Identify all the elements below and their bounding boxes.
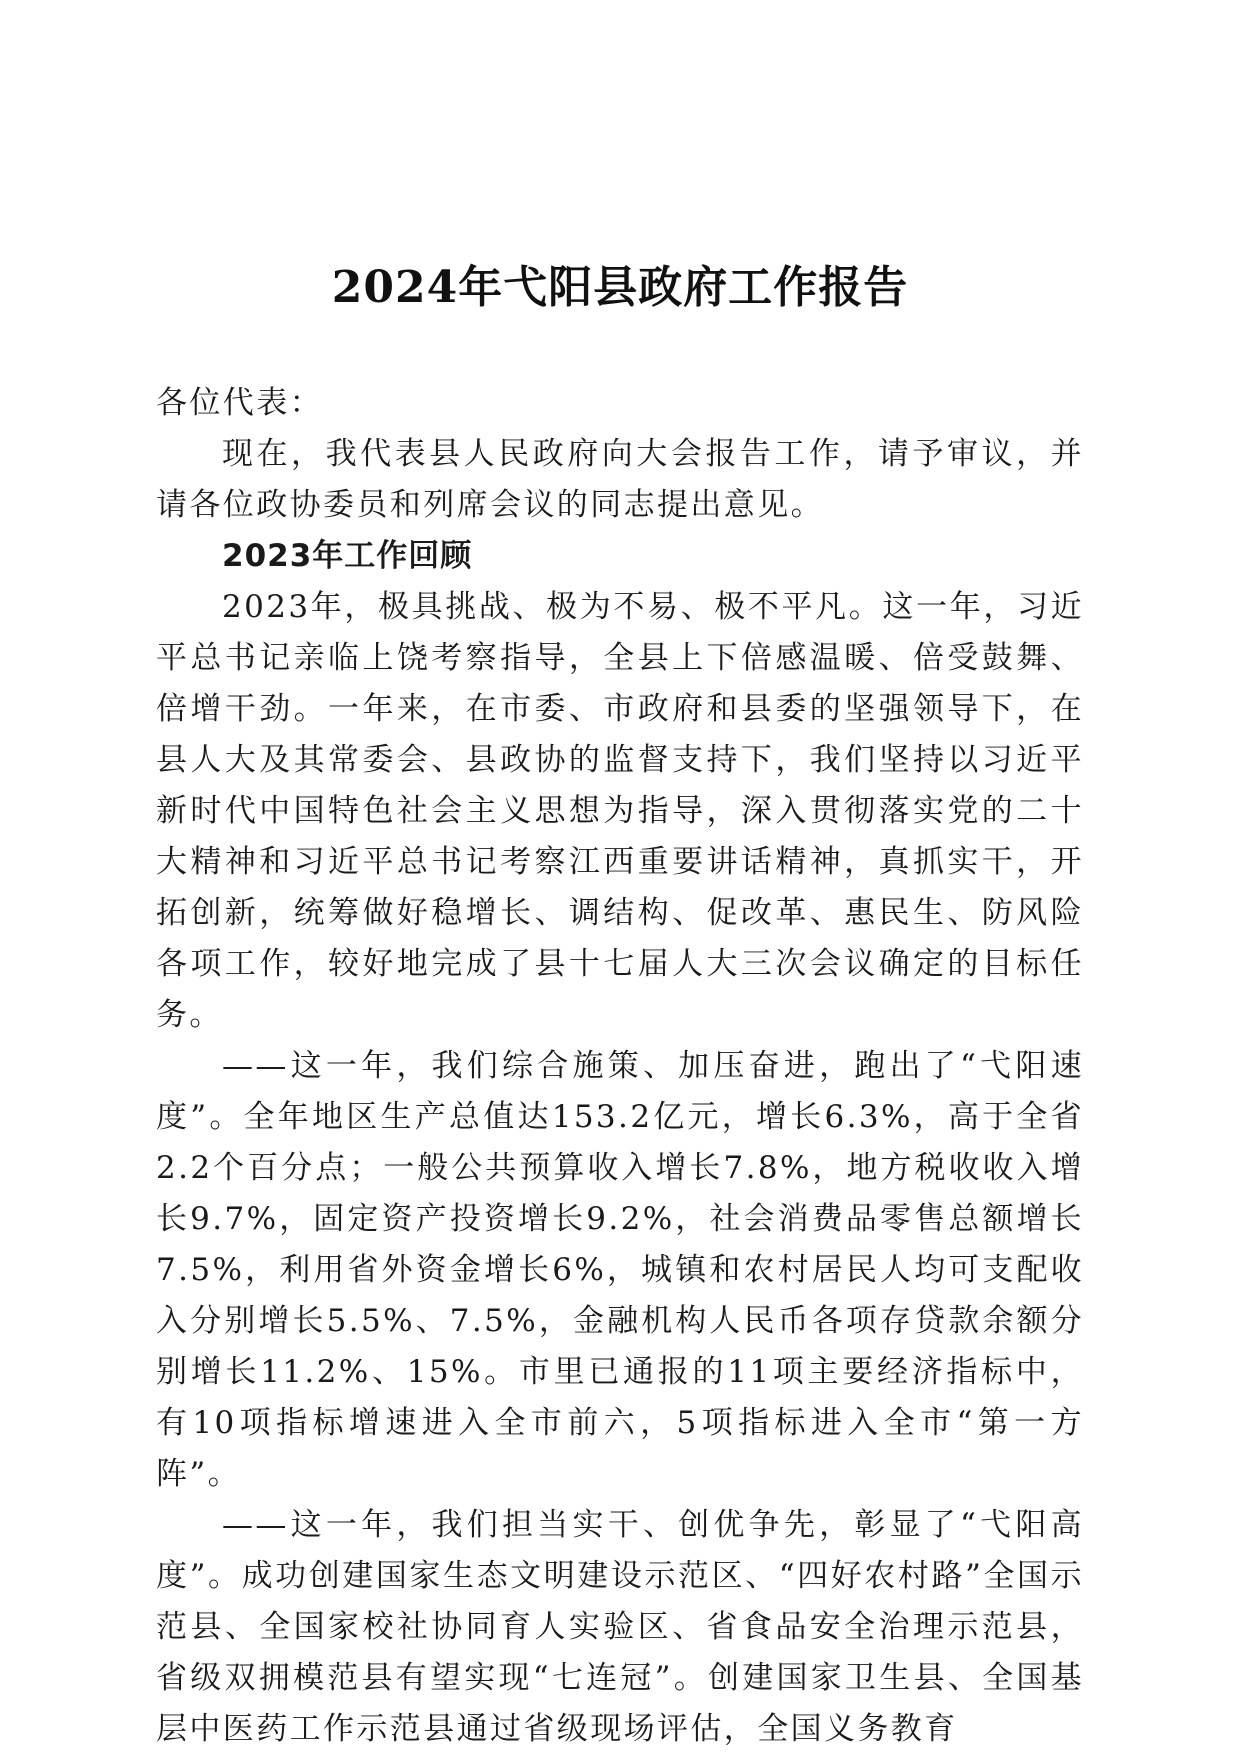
document-body — [156, 378, 1084, 1755]
salutation: 各位代表： — [156, 385, 323, 421]
intro-paragraph: 现在，我代表县人民政府向大会报告工作，请予审议，并请各位政协委员和列席会议的同志提出意见。 — [156, 436, 1084, 523]
body-paragraph: 2023年，极具挑战、极为不易、极不平凡。这一年，习近平总书记亲临上饶考察指导，全县上下倍感温暖、倍受鼓舞、倍增干劲。一年来，在市委、市政府和县委的坚强领导下，在县人大及其常委会、县政协的监督支持下，我们坚持以习近平新时代中国特色社会主义思想为指导，深入贯彻落实党的二十大精神和习近平总书记考察江西重要讲话精神，真抓实干，开拓创新，统筹做好稳增长、调结构、促改革、惠民生、防风险各项工作，较好地完成了县十七届人大三次会议确定的目标任务。 — [156, 589, 1084, 1033]
document-title: 2024年弋阳县政府工作报告 — [331, 262, 909, 313]
body-paragraph: ——这一年，我们综合施策、加压奋进，跑出了“弋阳速度”。全年地区生产总值达153.2亿元，增长6.3%，高于全省2.2个百分点；一般公共预算收入增长7.8%，地方税收收入增长9.7%，固定资产投资增长9.2%，社会消费品零售总额增长7.5%，利用省外资金增长6%，城镇和农村居民人均可支配收入分别增长5.5%、7.5%，金融机构人民币各项存贷款余额分别增长11.2%、15%。市里已通报的11项主要经济指标中，有10项指标增速进入全市前六，5项指标进入全市“第一方阵”。 — [156, 1048, 1084, 1492]
body-paragraph: ——这一年，我们担当实干、创优争先，彰显了“弋阳高度”。成功创建国家生态文明建设示范区、“四好农村路”全国示范县、全国家校社协同育人实验区、省食品安全治理示范县，省级双拥模范县有望实现“七连冠”。创建国家卫生县、全国基层中医药工作示范县通过省级现场评估，全国义务教育 — [156, 1507, 1084, 1747]
section-heading: 2023年工作回顾 — [222, 538, 473, 574]
